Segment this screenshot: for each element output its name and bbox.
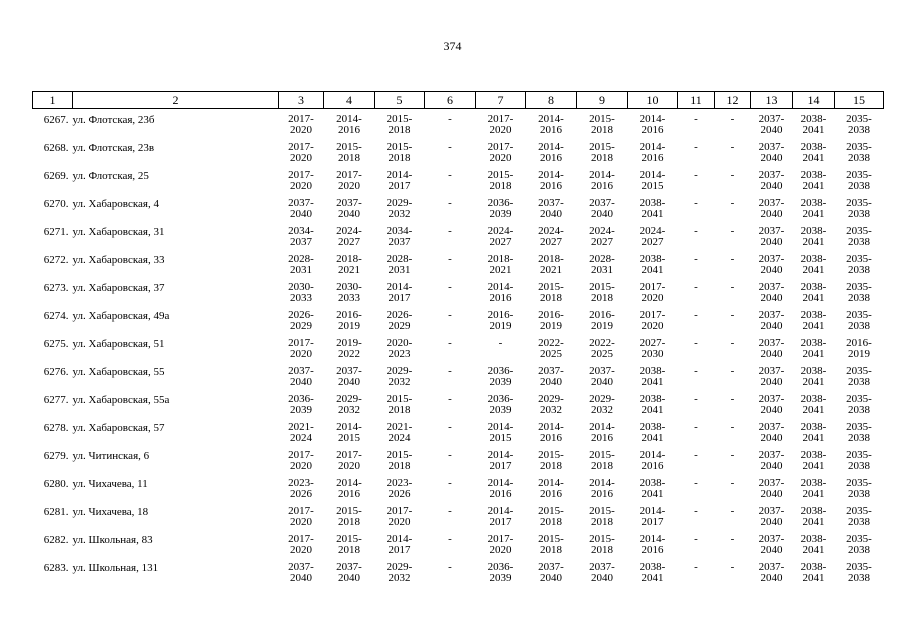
period-cell: 2035- 2038 — [846, 141, 872, 164]
empty-cell: - — [730, 561, 735, 573]
period-cell: 2017- 2020 — [639, 281, 666, 304]
page-number: 374 — [443, 39, 462, 53]
table-row — [33, 450, 884, 478]
period-cell: 2026- 2029 — [386, 309, 413, 332]
row-number: 6276. — [43, 366, 69, 378]
period-cell: 2015- 2018 — [538, 449, 564, 472]
period-cell: 2015- 2018 — [336, 141, 362, 164]
period-cell: 2014- 2016 — [589, 169, 615, 192]
period-cell: 2026- 2029 — [288, 309, 314, 332]
header-cell: 2 — [73, 92, 279, 109]
period-cell: 2036- 2039 — [487, 561, 514, 584]
row-number: 6278. — [43, 422, 69, 434]
period-cell: 2020- 2023 — [386, 337, 413, 360]
period-cell: 2014- 2016 — [538, 421, 564, 444]
row-number: 6268. — [43, 142, 69, 154]
empty-cell: - — [448, 477, 452, 489]
period-cell: 2036- 2039 — [487, 393, 514, 416]
row-number: 6272. — [43, 254, 69, 266]
period-cell: 2015- 2018 — [386, 393, 413, 416]
table-body — [33, 109, 884, 591]
period-cell: 2014- 2017 — [487, 505, 514, 528]
period-cell: 2037- 2040 — [288, 197, 314, 220]
period-cell: 2038- 2041 — [800, 477, 827, 500]
header-cell: 10 — [628, 92, 678, 109]
period-cell: 2037- 2040 — [758, 281, 785, 304]
period-cell: 2037- 2040 — [288, 365, 314, 388]
period-cell: 2035- 2038 — [846, 309, 872, 332]
empty-cell: - — [730, 197, 735, 209]
period-cell: 2038- 2041 — [800, 505, 827, 528]
period-cell: 2036- 2039 — [487, 197, 514, 220]
period-cell: 2029- 2032 — [386, 561, 413, 584]
period-cell: 2015- 2018 — [589, 281, 615, 304]
period-cell: 2014- 2016 — [639, 533, 666, 556]
header-cell: 14 — [793, 92, 835, 109]
period-cell: 2037- 2040 — [336, 365, 362, 388]
empty-cell: - — [448, 197, 452, 209]
table-row — [33, 422, 884, 450]
header-cell: 12 — [715, 92, 751, 109]
empty-cell: - — [448, 141, 452, 153]
period-cell: 2038- 2041 — [800, 337, 827, 360]
period-cell: 2035- 2038 — [846, 449, 872, 472]
table-row — [33, 282, 884, 310]
period-cell: 2014- 2016 — [639, 113, 666, 136]
period-cell: 2037- 2040 — [758, 533, 785, 556]
period-cell: 2015- 2018 — [589, 113, 615, 136]
empty-cell: - — [694, 533, 698, 545]
period-cell: 2017- 2020 — [639, 309, 666, 332]
period-cell: 2014- 2016 — [538, 141, 564, 164]
period-cell: 2017- 2020 — [487, 533, 514, 556]
period-cell: 2017- 2020 — [487, 113, 514, 136]
row-number: 6279. — [43, 450, 69, 462]
address-cell: ул. Хабаровская, 55а — [72, 394, 170, 406]
empty-cell: - — [694, 141, 698, 153]
row-number: 6271. — [43, 226, 69, 238]
address-cell: ул. Хабаровская, 57 — [72, 422, 165, 434]
period-cell: 2017- 2020 — [288, 449, 314, 472]
empty-cell: - — [694, 477, 698, 489]
empty-cell: - — [694, 309, 698, 321]
period-cell: 2014- 2017 — [639, 505, 666, 528]
period-cell: 2038- 2041 — [639, 561, 666, 584]
period-cell: 2024- 2027 — [336, 225, 362, 248]
row-number: 6283. — [43, 562, 69, 574]
period-cell: 2038- 2041 — [800, 561, 827, 584]
period-cell: 2014- 2017 — [487, 449, 514, 472]
period-cell: 2037- 2040 — [758, 169, 785, 192]
period-cell: 2035- 2038 — [846, 113, 872, 136]
empty-cell: - — [694, 113, 698, 125]
period-cell: 2038- 2041 — [639, 421, 666, 444]
empty-cell: - — [730, 505, 735, 517]
period-cell: 2014- 2017 — [386, 169, 413, 192]
empty-cell: - — [694, 225, 698, 237]
header-row — [33, 92, 884, 109]
period-cell: 2035- 2038 — [846, 169, 872, 192]
table-row — [33, 310, 884, 338]
table-row — [33, 506, 884, 534]
period-cell: 2017- 2020 — [288, 169, 314, 192]
period-cell: 2016- 2019 — [538, 309, 564, 332]
period-cell: 2037- 2040 — [758, 337, 785, 360]
row-number: 6273. — [43, 282, 69, 294]
row-number: 6275. — [43, 338, 69, 350]
period-cell: 2017- 2020 — [288, 533, 314, 556]
header-cell: 5 — [375, 92, 425, 109]
period-cell: 2017- 2020 — [336, 169, 362, 192]
address-cell: ул. Школьная, 131 — [72, 562, 159, 574]
period-cell: 2038- 2041 — [800, 449, 827, 472]
period-cell: 2016- 2019 — [589, 309, 615, 332]
header-cell: 6 — [425, 92, 476, 109]
period-cell: 2037- 2040 — [758, 449, 785, 472]
row-number: 6281. — [43, 506, 69, 518]
empty-cell: - — [730, 281, 735, 293]
empty-cell: - — [448, 253, 452, 265]
empty-cell: - — [694, 253, 698, 265]
row-number: 6282. — [43, 534, 69, 546]
address-cell: ул. Хабаровская, 4 — [72, 198, 159, 210]
period-cell: 2037- 2040 — [589, 197, 615, 220]
period-cell: 2019- 2022 — [336, 337, 362, 360]
period-cell: 2038- 2041 — [800, 169, 827, 192]
header-cell: 1 — [33, 92, 73, 109]
address-cell: ул. Чихачева, 11 — [72, 478, 148, 490]
period-cell: 2014- 2015 — [639, 169, 666, 192]
period-cell: 2038- 2041 — [800, 225, 827, 248]
period-cell: 2030- 2033 — [288, 281, 314, 304]
empty-cell: - — [694, 169, 698, 181]
empty-cell: - — [730, 113, 735, 125]
table-row — [33, 254, 884, 282]
empty-cell: - — [730, 337, 735, 349]
period-cell: 2015- 2018 — [589, 141, 615, 164]
period-cell: 2015- 2018 — [538, 281, 564, 304]
table-row — [33, 170, 884, 198]
period-cell: 2014- 2017 — [386, 281, 413, 304]
period-cell: 2038- 2041 — [800, 197, 827, 220]
header-cell: 8 — [526, 92, 577, 109]
row-number: 6280. — [43, 478, 69, 490]
table-row — [33, 198, 884, 226]
period-cell: 2038- 2041 — [800, 393, 827, 416]
period-cell: 2029- 2032 — [589, 393, 615, 416]
period-cell: 2038- 2041 — [800, 281, 827, 304]
header-cell: 7 — [476, 92, 526, 109]
row-number: 6270. — [43, 198, 69, 210]
period-cell: 2015- 2018 — [589, 449, 615, 472]
empty-cell: - — [448, 113, 452, 125]
period-cell: 2037- 2040 — [758, 365, 785, 388]
period-cell: 2014- 2016 — [589, 477, 615, 500]
period-cell: 2038- 2041 — [800, 421, 827, 444]
period-cell: 2017- 2020 — [487, 141, 514, 164]
period-cell: 2015- 2018 — [336, 533, 362, 556]
period-cell: 2017- 2020 — [288, 141, 314, 164]
period-cell: 2037- 2040 — [758, 309, 785, 332]
period-cell: 2023- 2026 — [288, 477, 314, 500]
period-cell: 2028- 2031 — [589, 253, 615, 276]
table-row — [33, 142, 884, 170]
period-cell: 2036- 2039 — [288, 393, 314, 416]
period-cell: 2017- 2020 — [336, 449, 362, 472]
period-cell: 2037- 2040 — [758, 421, 785, 444]
empty-cell: - — [730, 169, 735, 181]
empty-cell: - — [730, 533, 735, 545]
period-cell: 2036- 2039 — [487, 365, 514, 388]
period-cell: 2024- 2027 — [639, 225, 666, 248]
period-cell: 2014- 2017 — [386, 533, 413, 556]
period-cell: 2037- 2040 — [758, 113, 785, 136]
empty-cell: - — [448, 505, 452, 517]
period-cell: 2021- 2024 — [386, 421, 413, 444]
period-cell: 2038- 2041 — [800, 113, 827, 136]
period-cell: 2024- 2027 — [589, 225, 615, 248]
period-cell: 2014- 2016 — [336, 113, 362, 136]
empty-cell: - — [498, 337, 503, 349]
period-cell: 2024- 2027 — [538, 225, 564, 248]
row-number: 6267. — [43, 114, 69, 126]
period-cell: 2029- 2032 — [386, 197, 413, 220]
period-cell: 2035- 2038 — [846, 533, 872, 556]
period-cell: 2015- 2018 — [589, 533, 615, 556]
address-cell: ул. Хабаровская, 55 — [72, 366, 165, 378]
period-cell: 2037- 2040 — [288, 561, 314, 584]
period-cell: 2017- 2020 — [288, 113, 314, 136]
period-cell: 2015- 2018 — [386, 449, 413, 472]
empty-cell: - — [448, 365, 452, 377]
period-cell: 2034- 2037 — [288, 225, 314, 248]
period-cell: 2029- 2032 — [386, 365, 413, 388]
address-cell: ул. Флотская, 25 — [72, 170, 149, 182]
period-cell: 2035- 2038 — [846, 421, 872, 444]
period-cell: 2018- 2021 — [487, 253, 514, 276]
empty-cell: - — [730, 393, 735, 405]
period-cell: 2024- 2027 — [487, 225, 514, 248]
period-cell: 2037- 2040 — [589, 561, 615, 584]
period-cell: 2022- 2025 — [589, 337, 615, 360]
header-cell: 15 — [835, 92, 884, 109]
table-row — [33, 109, 884, 143]
period-cell: 2015- 2018 — [336, 505, 362, 528]
period-cell: 2014- 2016 — [639, 141, 666, 164]
period-cell: 2027- 2030 — [639, 337, 666, 360]
period-cell: 2029- 2032 — [538, 393, 564, 416]
period-cell: 2035- 2038 — [846, 365, 872, 388]
period-cell: 2017- 2020 — [386, 505, 413, 528]
empty-cell: - — [694, 421, 698, 433]
period-cell: 2014- 2016 — [336, 477, 362, 500]
period-cell: 2014- 2016 — [538, 169, 564, 192]
empty-cell: - — [448, 393, 452, 405]
empty-cell: - — [448, 337, 452, 349]
table-row — [33, 478, 884, 506]
period-cell: 2023- 2026 — [386, 477, 413, 500]
header-cell: 9 — [577, 92, 628, 109]
address-cell: ул. Хабаровская, 49а — [72, 310, 170, 322]
period-cell: 2037- 2040 — [538, 197, 564, 220]
period-cell: 2037- 2040 — [538, 561, 564, 584]
period-cell: 2014- 2016 — [538, 477, 564, 500]
period-cell: 2017- 2020 — [288, 337, 314, 360]
row-number: 6277. — [43, 394, 69, 406]
period-cell: 2035- 2038 — [846, 281, 872, 304]
empty-cell: - — [694, 393, 698, 405]
period-cell: 2038- 2041 — [800, 533, 827, 556]
period-cell: 2035- 2038 — [846, 197, 872, 220]
table-row — [33, 226, 884, 254]
period-cell: 2015- 2018 — [487, 169, 514, 192]
period-cell: 2016- 2019 — [487, 309, 514, 332]
period-cell: 2037- 2040 — [589, 365, 615, 388]
period-cell: 2037- 2040 — [538, 365, 564, 388]
period-cell: 2015- 2018 — [386, 113, 413, 136]
period-cell: 2016- 2019 — [846, 337, 872, 360]
empty-cell: - — [694, 505, 698, 517]
period-cell: 2018- 2021 — [538, 253, 564, 276]
schedule-table — [32, 91, 884, 590]
period-cell: 2038- 2041 — [639, 477, 666, 500]
empty-cell: - — [694, 449, 698, 461]
period-cell: 2014- 2016 — [589, 421, 615, 444]
table-row — [33, 338, 884, 366]
period-cell: 2038- 2041 — [800, 253, 827, 276]
period-cell: 2037- 2040 — [758, 253, 785, 276]
table-row — [33, 394, 884, 422]
period-cell: 2034- 2037 — [386, 225, 413, 248]
table-row — [33, 534, 884, 562]
period-cell: 2038- 2041 — [639, 253, 666, 276]
period-cell: 2015- 2018 — [386, 141, 413, 164]
period-cell: 2015- 2018 — [538, 533, 564, 556]
empty-cell: - — [448, 449, 452, 461]
address-cell: ул. Читинская, 6 — [72, 450, 150, 462]
empty-cell: - — [694, 337, 698, 349]
empty-cell: - — [448, 309, 452, 321]
period-cell: 2022- 2025 — [538, 337, 564, 360]
row-number: 6269. — [43, 170, 69, 182]
period-cell: 2038- 2041 — [639, 197, 666, 220]
address-cell: ул. Хабаровская, 31 — [72, 226, 165, 238]
period-cell: 2017- 2020 — [288, 505, 314, 528]
period-cell: 2035- 2038 — [846, 505, 872, 528]
period-cell: 2038- 2041 — [800, 141, 827, 164]
header-cell: 11 — [678, 92, 715, 109]
period-cell: 2037- 2040 — [758, 561, 785, 584]
empty-cell: - — [730, 449, 735, 461]
period-cell: 2021- 2024 — [288, 421, 314, 444]
period-cell: 2014- 2016 — [538, 113, 564, 136]
empty-cell: - — [694, 561, 698, 573]
empty-cell: - — [448, 533, 452, 545]
empty-cell: - — [730, 365, 735, 377]
empty-cell: - — [448, 281, 452, 293]
empty-cell: - — [730, 141, 735, 153]
empty-cell: - — [730, 253, 735, 265]
header-cell: 3 — [279, 92, 324, 109]
period-cell: 2014- 2016 — [487, 477, 514, 500]
period-cell: 2035- 2038 — [846, 393, 872, 416]
period-cell: 2018- 2021 — [336, 253, 362, 276]
empty-cell: - — [730, 477, 735, 489]
empty-cell: - — [448, 169, 452, 181]
period-cell: 2037- 2040 — [758, 393, 785, 416]
empty-cell: - — [448, 421, 452, 433]
address-cell: ул. Хабаровская, 51 — [72, 338, 165, 350]
period-cell: 2035- 2038 — [846, 561, 872, 584]
period-cell: 2035- 2038 — [846, 225, 872, 248]
period-cell: 2037- 2040 — [758, 505, 785, 528]
period-cell: 2015- 2018 — [589, 505, 615, 528]
period-cell: 2038- 2041 — [800, 365, 827, 388]
period-cell: 2014- 2016 — [487, 281, 514, 304]
header-cell: 13 — [751, 92, 793, 109]
table-row — [33, 366, 884, 394]
period-cell: 2037- 2040 — [336, 197, 362, 220]
period-cell: 2037- 2040 — [758, 197, 785, 220]
period-cell: 2037- 2040 — [758, 225, 785, 248]
period-cell: 2038- 2041 — [639, 393, 666, 416]
period-cell: 2014- 2015 — [487, 421, 514, 444]
period-cell: 2037- 2040 — [336, 561, 362, 584]
address-cell: ул. Школьная, 83 — [72, 534, 153, 546]
period-cell: 2035- 2038 — [846, 253, 872, 276]
empty-cell: - — [448, 561, 452, 573]
period-cell: 2029- 2032 — [336, 393, 362, 416]
address-cell: ул. Флотская, 23б — [72, 114, 155, 126]
address-cell: ул. Хабаровская, 33 — [72, 254, 165, 266]
period-cell: 2037- 2040 — [758, 477, 785, 500]
row-number: 6274. — [43, 310, 69, 322]
table-row — [33, 562, 884, 590]
empty-cell: - — [730, 309, 735, 321]
empty-cell: - — [730, 421, 735, 433]
period-cell: 2028- 2031 — [386, 253, 413, 276]
address-cell: ул. Флотская, 23в — [72, 142, 155, 154]
period-cell: 2038- 2041 — [800, 309, 827, 332]
period-cell: 2035- 2038 — [846, 477, 872, 500]
address-cell: ул. Хабаровская, 37 — [72, 282, 165, 294]
period-cell: 2028- 2031 — [288, 253, 314, 276]
period-cell: 2038- 2041 — [639, 365, 666, 388]
empty-cell: - — [694, 365, 698, 377]
period-cell: 2016- 2019 — [336, 309, 362, 332]
period-cell: 2015- 2018 — [538, 505, 564, 528]
empty-cell: - — [694, 197, 698, 209]
empty-cell: - — [694, 281, 698, 293]
empty-cell: - — [730, 225, 735, 237]
period-cell: 2014- 2016 — [639, 449, 666, 472]
address-cell: ул. Чихачева, 18 — [72, 506, 149, 518]
period-cell: 2037- 2040 — [758, 141, 785, 164]
empty-cell: - — [448, 225, 452, 237]
header-cell: 4 — [324, 92, 375, 109]
period-cell: 2030- 2033 — [336, 281, 362, 304]
period-cell: 2014- 2015 — [336, 421, 362, 444]
